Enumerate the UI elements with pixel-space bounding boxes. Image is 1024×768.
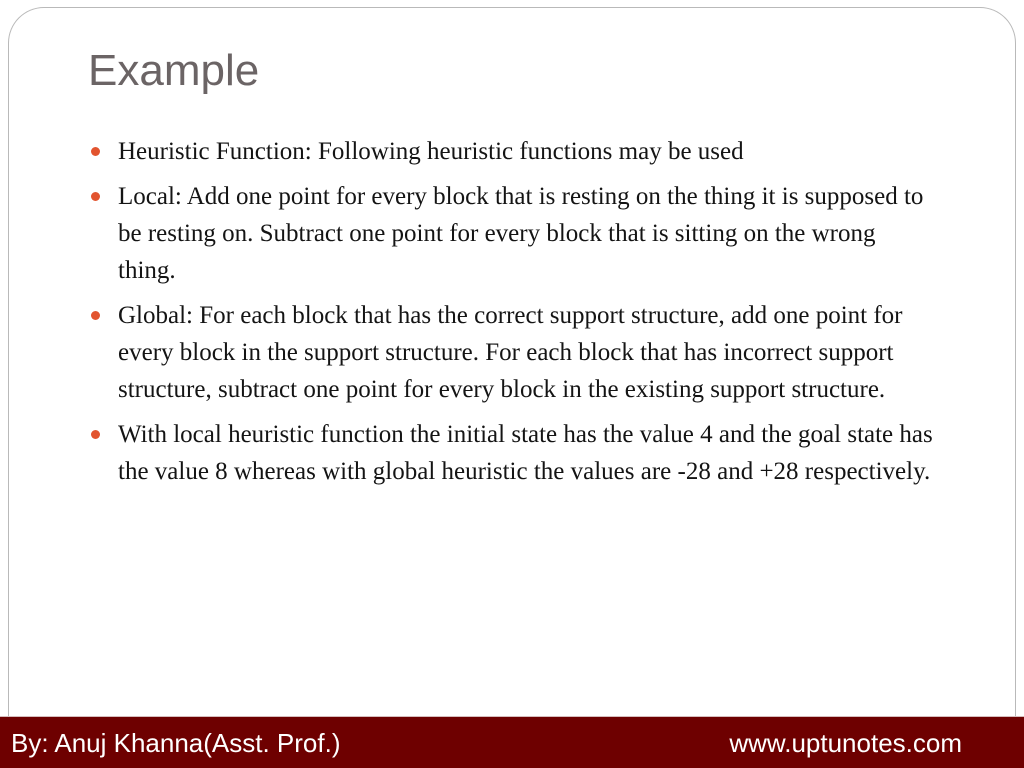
slide-title: Example [88,46,260,95]
bullet-dot-icon [91,147,100,156]
bullet-item-heuristic-function [118,133,938,170]
bullet-list [118,133,938,498]
bullet-item-values [118,416,938,490]
bullet-dot-icon [91,192,100,201]
bullet-dot-icon [91,430,100,439]
footer-author: By: Anuj Khanna(Asst. Prof.) [11,728,341,758]
bullet-item-local [118,178,938,289]
bullet-item-global [118,297,938,408]
bullet-dot-icon [91,311,100,320]
footer-bar [0,716,1024,768]
bullet-text: Global: For each block that has the correct support structure, add one point for every block in the support structure. For each block that has incorrect support structure, subtract one point for every block in the existing support structure. [118,302,903,403]
bullet-text: Heuristic Function: Following heuristic functions may be used [118,138,744,165]
bullet-text: With local heuristic function the initial state has the value 4 and the goal state has the value 8 whereas with global heuristic the values are -28 and +28 respectively. [118,421,933,485]
bullet-text: Local: Add one point for every block that is resting on the thing it is supposed to be resting on. Subtract one point for every block that is sitting on the wrong thing. [118,183,924,284]
footer-website-link[interactable]: www.uptunotes.com [729,728,962,758]
